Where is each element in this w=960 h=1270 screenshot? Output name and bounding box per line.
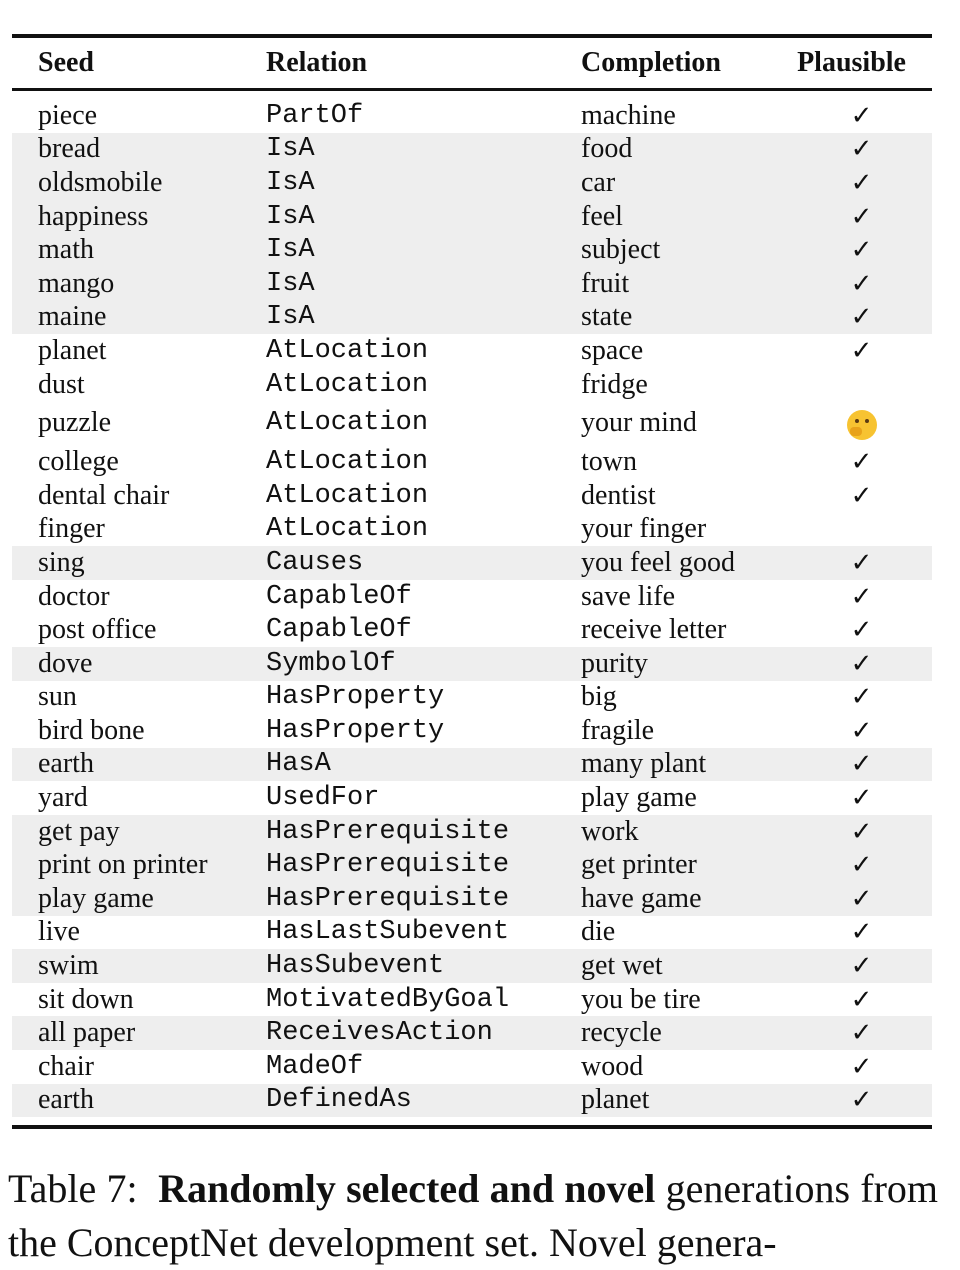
cell-seed: dental chair: [38, 479, 170, 511]
checkmark-icon: ✓: [850, 749, 873, 780]
table-row: [12, 1084, 932, 1118]
table-row: [12, 748, 932, 782]
table-row: [12, 983, 932, 1017]
cell-completion: get wet: [581, 950, 663, 982]
checkmark-icon: ✓: [850, 1085, 873, 1116]
cell-plausible: [791, 614, 932, 646]
checkmark-icon: ✓: [850, 302, 873, 333]
cell-seed: bird bone: [38, 714, 145, 746]
cell-relation: MadeOf: [266, 1051, 364, 1082]
cell-seed: puzzle: [38, 407, 112, 439]
header-completion: Completion: [581, 47, 721, 78]
cell-seed: earth: [38, 1084, 94, 1116]
cell-plausible: [791, 407, 932, 440]
cell-seed: math: [38, 234, 94, 266]
cell-relation: MotivatedByGoal: [266, 984, 510, 1015]
table-row: [12, 368, 932, 402]
checkmark-icon: ✓: [850, 201, 873, 232]
checkmark-icon: ✓: [850, 715, 873, 746]
table-row: [12, 233, 932, 267]
cell-completion: many plant: [581, 748, 707, 780]
header-seed: Seed: [38, 47, 94, 78]
cell-plausible: [791, 681, 932, 713]
cell-completion: recycle: [581, 1017, 662, 1049]
cell-plausible: [791, 581, 932, 613]
cell-seed: earth: [38, 748, 94, 780]
cell-relation: HasSubevent: [266, 951, 445, 982]
cell-relation: SymbolOf: [266, 648, 396, 679]
cell-seed: mango: [38, 267, 115, 299]
results-table: [12, 34, 932, 1129]
cell-plausible: [791, 547, 932, 579]
cell-relation: AtLocation: [266, 335, 429, 366]
cell-completion: fruit: [581, 267, 630, 299]
table-row: [12, 882, 932, 916]
cell-relation: IsA: [266, 134, 315, 165]
caption-text: generations from the ConceptNet development set. Novel genera-: [8, 1166, 939, 1265]
table-row: [12, 580, 932, 614]
cell-plausible: [791, 883, 932, 915]
table-row: [12, 848, 932, 882]
cell-seed: finger: [38, 513, 105, 545]
checkmark-icon: ✓: [850, 883, 873, 914]
table-row: [12, 781, 932, 815]
cell-completion: subject: [581, 234, 661, 266]
cell-completion: town: [581, 446, 637, 478]
cell-relation: DefinedAs: [266, 1085, 412, 1116]
cell-plausible: [791, 167, 932, 199]
checkmark-icon: ✓: [850, 134, 873, 165]
checkmark-icon: ✓: [850, 335, 873, 366]
cell-seed: swim: [38, 950, 99, 982]
cell-plausible: [791, 849, 932, 881]
cell-seed: maine: [38, 301, 107, 333]
checkmark-icon: ✓: [850, 480, 873, 511]
cell-completion: feel: [581, 200, 623, 232]
cell-relation: HasPrerequisite: [266, 850, 510, 881]
cell-seed: sun: [38, 681, 77, 713]
cell-seed: yard: [38, 782, 88, 814]
checkmark-icon: ✓: [850, 167, 873, 198]
cell-relation: HasProperty: [266, 715, 445, 746]
table-row: [12, 133, 932, 167]
cell-plausible: [791, 782, 932, 814]
cell-plausible: [791, 234, 932, 266]
checkmark-icon: ✓: [850, 615, 873, 646]
cell-plausible: [791, 916, 932, 948]
cell-plausible: [791, 133, 932, 165]
cell-plausible: [791, 1051, 932, 1083]
cell-completion: receive letter: [581, 614, 727, 646]
checkmark-icon: ✓: [850, 984, 873, 1015]
table-row: [12, 200, 932, 234]
cell-relation: Causes: [266, 547, 364, 578]
table-row: [12, 513, 932, 547]
checkmark-icon: ✓: [850, 951, 873, 982]
checkmark-icon: ✓: [850, 1051, 873, 1082]
checkmark-icon: ✓: [850, 235, 873, 266]
cell-seed: print on printer: [38, 849, 208, 881]
table-row: [12, 647, 932, 681]
cell-completion: you be tire: [581, 983, 701, 1015]
table-row: [12, 267, 932, 301]
cell-relation: IsA: [266, 268, 315, 299]
bottom-rule: [12, 1125, 932, 1129]
table-row: [12, 99, 932, 133]
cell-plausible: [791, 1084, 932, 1116]
header-plausible: Plausible: [797, 47, 906, 78]
cell-seed: play game: [38, 882, 154, 914]
cell-plausible: [791, 301, 932, 333]
cell-completion: machine: [581, 99, 676, 131]
cell-plausible: [791, 446, 932, 478]
caption-bold: Randomly selected and novel: [158, 1166, 656, 1211]
cell-seed: doctor: [38, 580, 110, 612]
cell-completion: purity: [581, 647, 648, 679]
cell-relation: AtLocation: [266, 514, 429, 545]
cell-relation: CapableOf: [266, 581, 412, 612]
cell-completion: space: [581, 334, 644, 366]
cell-plausible: [791, 100, 932, 132]
caption-label: Table 7:: [8, 1166, 138, 1211]
table-row: [12, 301, 932, 335]
cell-completion: big: [581, 681, 617, 713]
checkmark-icon: ✓: [850, 581, 873, 612]
cell-seed: bread: [38, 133, 101, 165]
table-row: [12, 681, 932, 715]
cell-plausible: [791, 715, 932, 747]
cell-relation: HasLastSubevent: [266, 917, 510, 948]
table-row: [12, 334, 932, 368]
cell-seed: sit down: [38, 983, 134, 1015]
cell-relation: AtLocation: [266, 480, 429, 511]
cell-completion: you feel good: [581, 546, 735, 578]
cell-completion: save life: [581, 580, 676, 612]
table-row: [12, 1050, 932, 1084]
cell-plausible: [791, 268, 932, 300]
cell-completion: wood: [581, 1050, 644, 1082]
checkmark-icon: ✓: [850, 447, 873, 478]
cell-completion: get printer: [581, 849, 697, 881]
table-header: [12, 38, 932, 88]
cell-completion: your mind: [581, 407, 697, 439]
cell-plausible: [791, 984, 932, 1016]
cell-seed: planet: [38, 334, 107, 366]
checkmark-icon: ✓: [850, 100, 873, 131]
table-row: [12, 479, 932, 513]
cell-relation: HasProperty: [266, 682, 445, 713]
checkmark-icon: ✓: [850, 682, 873, 713]
cell-plausible: [791, 648, 932, 680]
cell-plausible: [791, 748, 932, 780]
cell-plausible: [791, 335, 932, 367]
table-body: [12, 99, 932, 1117]
checkmark-icon: ✓: [850, 917, 873, 948]
cell-completion: have game: [581, 882, 702, 914]
cell-seed: all paper: [38, 1017, 136, 1049]
cell-relation: HasA: [266, 749, 331, 780]
cell-plausible: [791, 201, 932, 233]
cell-relation: AtLocation: [266, 408, 429, 439]
checkmark-icon: ✓: [850, 268, 873, 299]
cell-completion: car: [581, 166, 616, 198]
cell-completion: your finger: [581, 513, 707, 545]
cell-relation: HasPrerequisite: [266, 883, 510, 914]
cell-completion: work: [581, 815, 639, 847]
table-row: [12, 949, 932, 983]
cell-relation: IsA: [266, 302, 315, 333]
table-caption: [8, 1162, 938, 1270]
table-row: [12, 613, 932, 647]
cell-relation: AtLocation: [266, 369, 429, 400]
cell-seed: sing: [38, 546, 85, 578]
cell-completion: planet: [581, 1084, 650, 1116]
checkmark-icon: ✓: [850, 547, 873, 578]
cell-seed: oldsmobile: [38, 166, 163, 198]
cell-relation: UsedFor: [266, 783, 380, 814]
checkmark-icon: ✓: [850, 1018, 873, 1049]
table-row: [12, 1016, 932, 1050]
table-row: [12, 401, 932, 445]
cell-completion: food: [581, 133, 633, 165]
cell-plausible: [791, 950, 932, 982]
cell-relation: IsA: [266, 235, 315, 266]
cell-completion: fragile: [581, 714, 655, 746]
thinking-face-icon: [847, 410, 877, 440]
cell-seed: happiness: [38, 200, 149, 232]
checkmark-icon: ✓: [850, 783, 873, 814]
cell-completion: play game: [581, 782, 697, 814]
cell-relation: AtLocation: [266, 447, 429, 478]
cell-relation: IsA: [266, 201, 315, 232]
cell-relation: IsA: [266, 167, 315, 198]
cell-seed: college: [38, 446, 119, 478]
cell-seed: dust: [38, 368, 85, 400]
cell-plausible: [791, 480, 932, 512]
table-row: [12, 815, 932, 849]
cell-seed: dove: [38, 647, 93, 679]
checkmark-icon: ✓: [850, 816, 873, 847]
cell-relation: PartOf: [266, 100, 364, 131]
cell-plausible: [791, 816, 932, 848]
cell-seed: chair: [38, 1050, 94, 1082]
cell-seed: live: [38, 916, 80, 948]
cell-completion: state: [581, 301, 633, 333]
cell-relation: CapableOf: [266, 615, 412, 646]
header-relation: Relation: [266, 47, 368, 78]
cell-completion: dentist: [581, 479, 656, 511]
cell-completion: die: [581, 916, 616, 948]
table-row: [12, 445, 932, 479]
table-row: [12, 546, 932, 580]
checkmark-icon: ✓: [850, 850, 873, 881]
cell-relation: HasPrerequisite: [266, 816, 510, 847]
table-row: [12, 916, 932, 950]
cell-completion: fridge: [581, 368, 648, 400]
table-row: [12, 166, 932, 200]
cell-seed: piece: [38, 99, 98, 131]
checkmark-icon: ✓: [850, 648, 873, 679]
cell-seed: post office: [38, 614, 157, 646]
cell-relation: ReceivesAction: [266, 1018, 493, 1049]
table-row: [12, 714, 932, 748]
cell-plausible: [791, 1017, 932, 1049]
cell-seed: get pay: [38, 815, 120, 847]
